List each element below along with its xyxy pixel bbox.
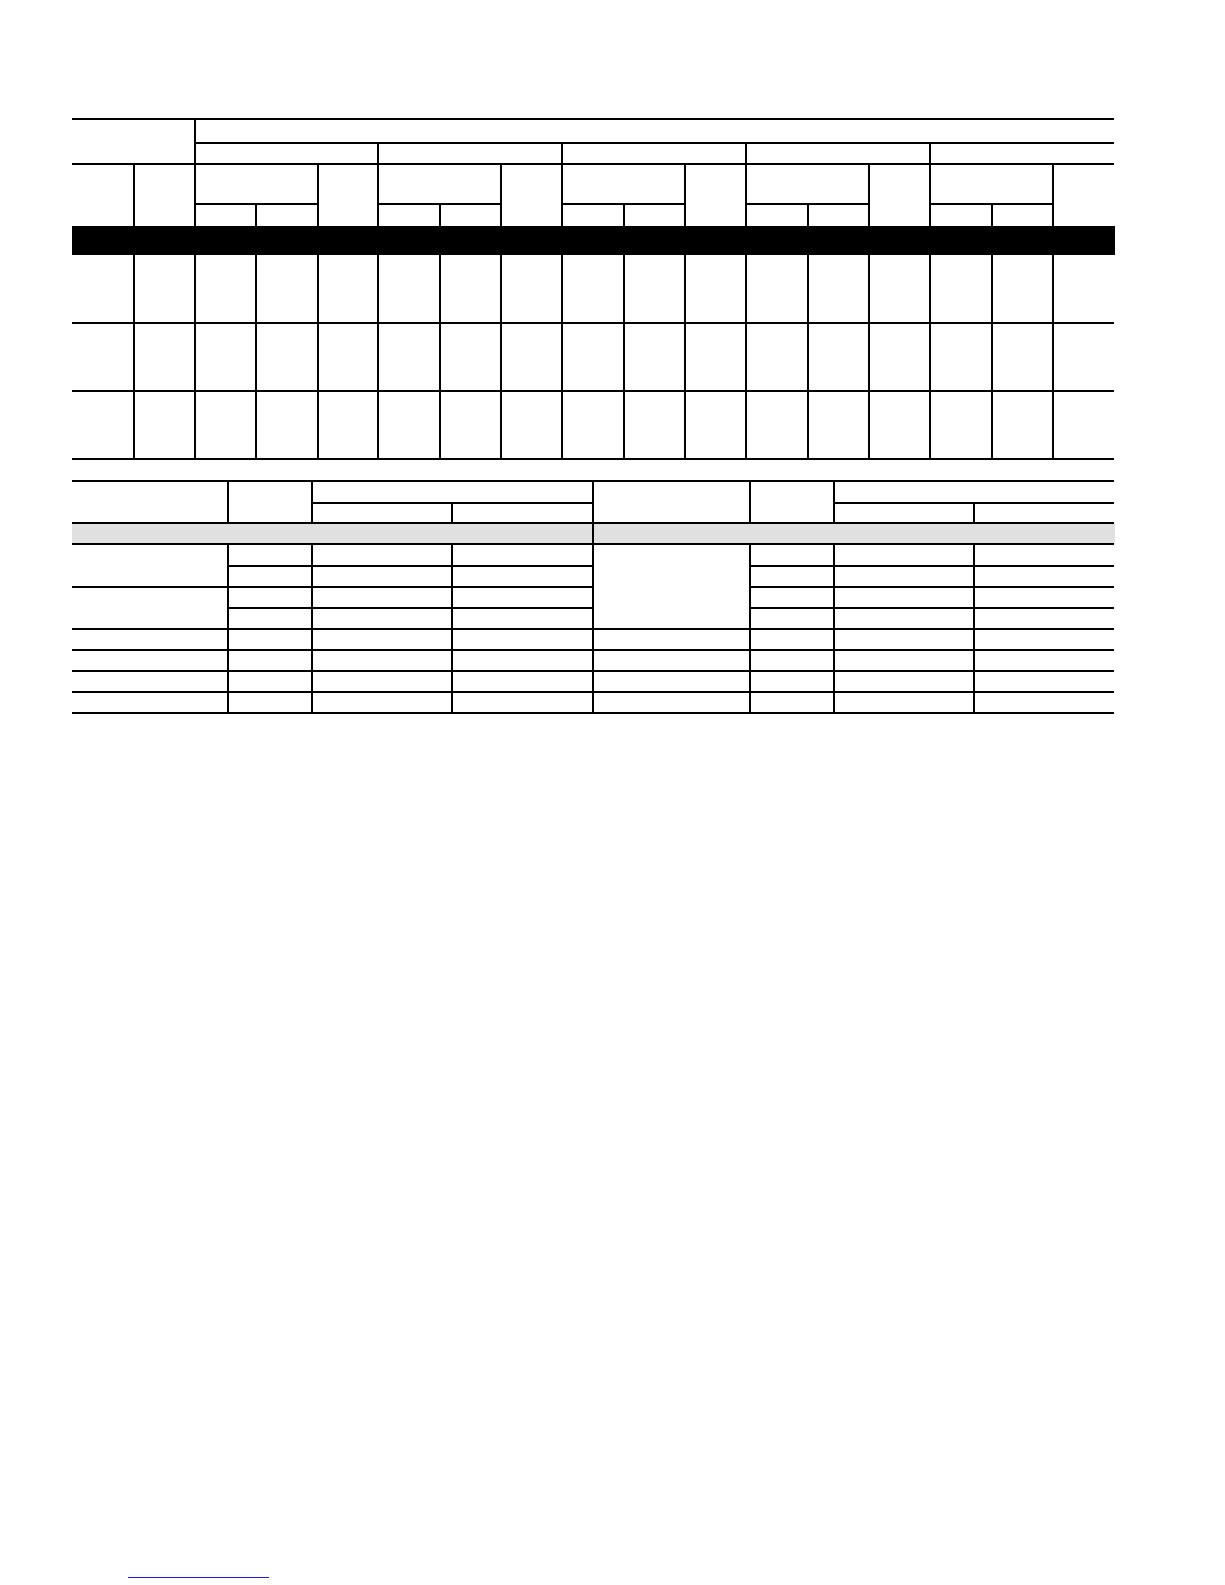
footer-rule [128, 1577, 269, 1578]
